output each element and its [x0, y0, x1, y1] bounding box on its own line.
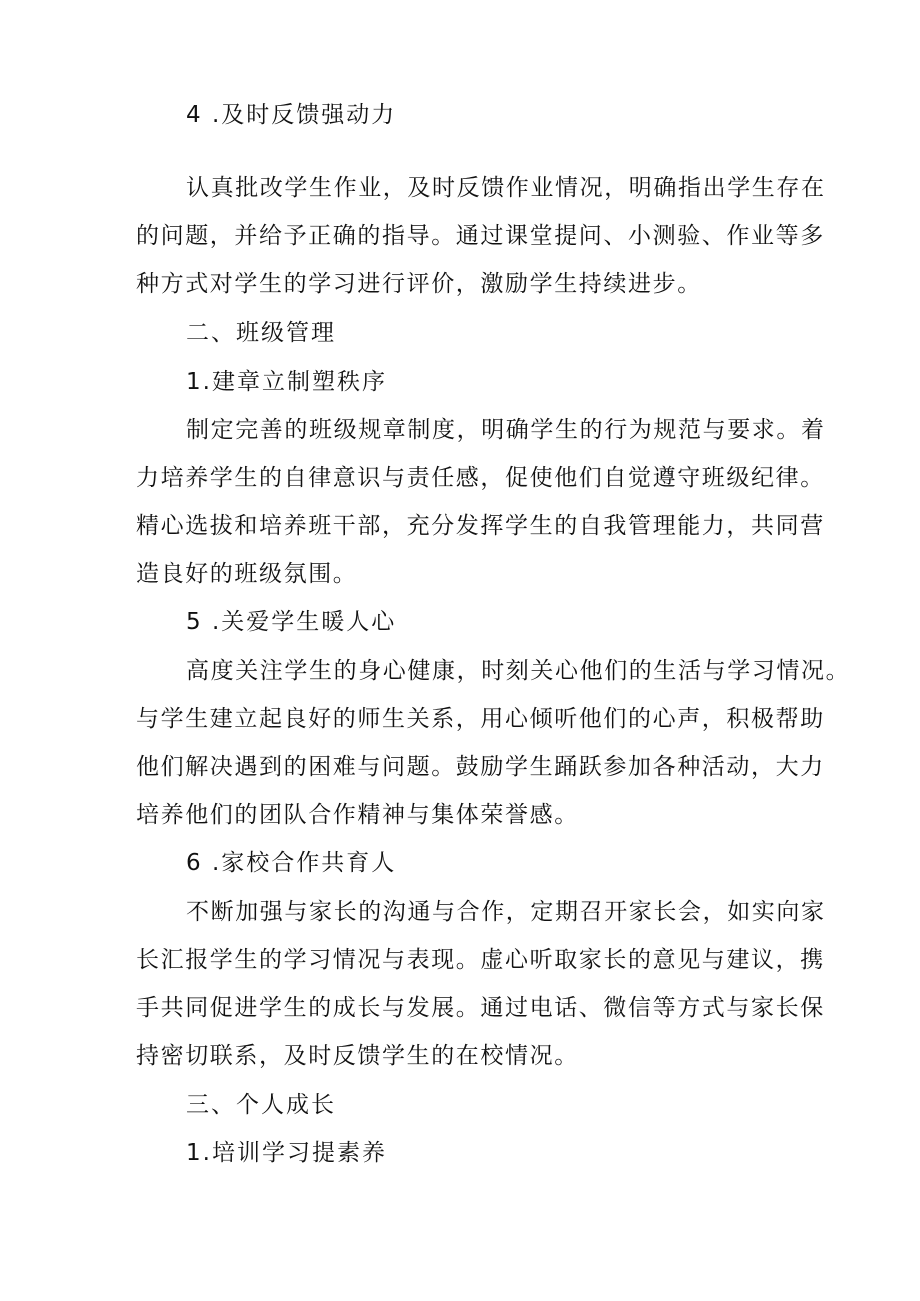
part-heading-3: 三、个人成长 — [186, 1092, 336, 1118]
subsection-heading: 5 .关爱学生暖人心 — [186, 609, 397, 635]
paragraph-line: 精心选拔和培养班干部，充分发挥学生的自我管理能力，共同营 — [136, 513, 825, 539]
paragraph-line: 高度关注学生的身心健康，时刻关心他们的生活与学习情况。 — [186, 658, 851, 684]
paragraph-line: 长汇报学生的学习情况与表现。虚心听取家长的意见与建议，携 — [136, 947, 825, 973]
paragraph-line: 手共同促进学生的成长与发展。通过电话、微信等方式与家长保 — [136, 995, 825, 1021]
subsection-heading: 1.培训学习提素养 — [186, 1140, 387, 1166]
paragraph-line: 认真批改学生作业，及时反馈作业情况，明确指出学生存在 — [186, 175, 826, 201]
paragraph-line: 种方式对学生的学习进行评价，激励学生持续进步。 — [136, 271, 702, 297]
paragraph-line: 的问题，并给予正确的指导。通过课堂提问、小测验、作业等多 — [136, 223, 825, 249]
paragraph-line: 不断加强与家长的沟通与合作，定期召开家长会，如实向家 — [186, 899, 826, 925]
paragraph-line: 造良好的班级氛围。 — [136, 561, 358, 587]
paragraph-line: 培养他们的团队合作精神与集体荣誉感。 — [136, 802, 579, 828]
subsection-heading: 6 .家校合作共育人 — [186, 850, 397, 876]
section-heading-4: 4 .及时反馈强动力 — [186, 102, 397, 128]
paragraph-line: 与学生建立起良好的师生关系，用心倾听他们的心声，积极帮助 — [136, 706, 825, 732]
part-heading-2: 二、班级管理 — [186, 320, 336, 346]
paragraph-line: 力培养学生的自律意识与责任感，促使他们自觉遵守班级纪律。 — [136, 465, 825, 491]
paragraph-line: 制定完善的班级规章制度，明确学生的行为规范与要求。着 — [186, 417, 826, 443]
subsection-heading: 1.建章立制塑秩序 — [186, 369, 387, 395]
paragraph-line: 持密切联系，及时反馈学生的在校情况。 — [136, 1043, 579, 1069]
paragraph-line: 他们解决遇到的困难与问题。鼓励学生踊跃参加各种活动，大力 — [136, 754, 825, 780]
